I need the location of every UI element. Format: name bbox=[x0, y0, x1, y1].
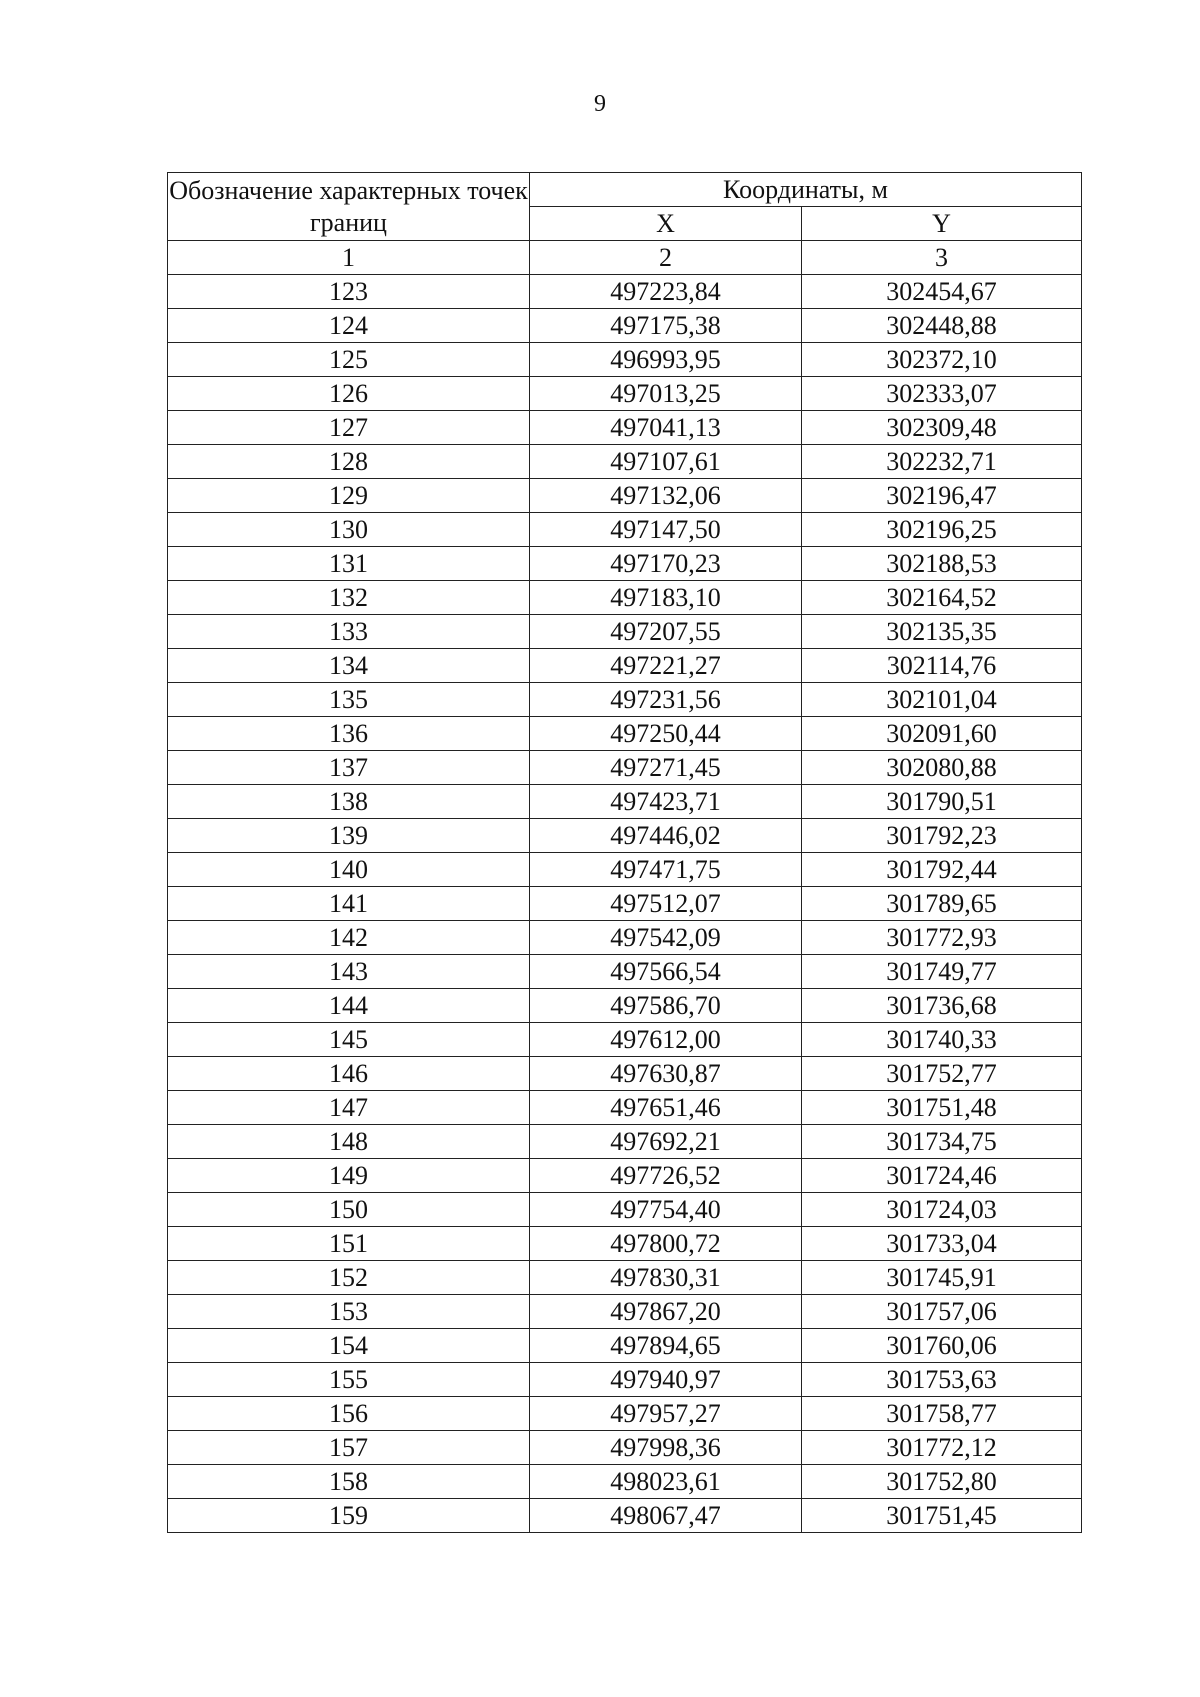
x-coordinate-cell: 497512,07 bbox=[530, 887, 802, 921]
point-cell: 124 bbox=[168, 309, 530, 343]
y-coordinate-cell: 301792,44 bbox=[802, 853, 1082, 887]
y-coordinate-cell: 301740,33 bbox=[802, 1023, 1082, 1057]
x-coordinate-cell: 497998,36 bbox=[530, 1431, 802, 1465]
point-cell: 137 bbox=[168, 751, 530, 785]
table-row bbox=[168, 411, 1082, 445]
x-coordinate-cell: 497612,00 bbox=[530, 1023, 802, 1057]
table-row bbox=[168, 683, 1082, 717]
x-coordinate-cell: 497446,02 bbox=[530, 819, 802, 853]
table-row bbox=[168, 1329, 1082, 1363]
x-coordinate-cell: 497183,10 bbox=[530, 581, 802, 615]
y-coordinate-cell: 302454,67 bbox=[802, 275, 1082, 309]
table-row bbox=[168, 377, 1082, 411]
table-row bbox=[168, 1295, 1082, 1329]
header-y: Y bbox=[802, 207, 1082, 241]
table-row bbox=[168, 479, 1082, 513]
table-row bbox=[168, 921, 1082, 955]
y-coordinate-cell: 302091,60 bbox=[802, 717, 1082, 751]
header-coordinates: Координаты, м bbox=[530, 173, 1082, 207]
x-coordinate-cell: 497041,13 bbox=[530, 411, 802, 445]
x-coordinate-cell: 497221,27 bbox=[530, 649, 802, 683]
point-cell: 139 bbox=[168, 819, 530, 853]
point-cell: 151 bbox=[168, 1227, 530, 1261]
x-coordinate-cell: 498067,47 bbox=[530, 1499, 802, 1533]
x-coordinate-cell: 497800,72 bbox=[530, 1227, 802, 1261]
table-row bbox=[168, 1261, 1082, 1295]
point-cell: 132 bbox=[168, 581, 530, 615]
point-cell: 123 bbox=[168, 275, 530, 309]
point-cell: 135 bbox=[168, 683, 530, 717]
x-coordinate-cell: 497630,87 bbox=[530, 1057, 802, 1091]
x-coordinate-cell: 497132,06 bbox=[530, 479, 802, 513]
y-coordinate-cell: 301733,04 bbox=[802, 1227, 1082, 1261]
table-row bbox=[168, 751, 1082, 785]
table-row bbox=[168, 513, 1082, 547]
point-cell: 157 bbox=[168, 1431, 530, 1465]
x-coordinate-cell: 497726,52 bbox=[530, 1159, 802, 1193]
x-coordinate-cell: 497175,38 bbox=[530, 309, 802, 343]
table-row bbox=[168, 1431, 1082, 1465]
point-cell: 155 bbox=[168, 1363, 530, 1397]
page-number: 9 bbox=[594, 91, 606, 117]
y-coordinate-cell: 301752,80 bbox=[802, 1465, 1082, 1499]
x-coordinate-cell: 497957,27 bbox=[530, 1397, 802, 1431]
y-coordinate-cell: 302196,25 bbox=[802, 513, 1082, 547]
y-coordinate-cell: 301790,51 bbox=[802, 785, 1082, 819]
table-row bbox=[168, 785, 1082, 819]
point-cell: 129 bbox=[168, 479, 530, 513]
x-coordinate-cell: 496993,95 bbox=[530, 343, 802, 377]
point-cell: 152 bbox=[168, 1261, 530, 1295]
table-row bbox=[168, 853, 1082, 887]
point-cell: 147 bbox=[168, 1091, 530, 1125]
x-coordinate-cell: 497651,46 bbox=[530, 1091, 802, 1125]
point-cell: 134 bbox=[168, 649, 530, 683]
x-coordinate-cell: 497107,61 bbox=[530, 445, 802, 479]
header-point-designation: Обозначение характерных точек границ bbox=[168, 173, 530, 241]
x-coordinate-cell: 497223,84 bbox=[530, 275, 802, 309]
x-coordinate-cell: 497271,45 bbox=[530, 751, 802, 785]
point-cell: 126 bbox=[168, 377, 530, 411]
table-row bbox=[168, 1159, 1082, 1193]
table-row bbox=[168, 1125, 1082, 1159]
point-cell: 136 bbox=[168, 717, 530, 751]
point-cell: 150 bbox=[168, 1193, 530, 1227]
point-cell: 146 bbox=[168, 1057, 530, 1091]
y-coordinate-cell: 302372,10 bbox=[802, 343, 1082, 377]
table-row bbox=[168, 1023, 1082, 1057]
point-cell: 130 bbox=[168, 513, 530, 547]
y-coordinate-cell: 301751,45 bbox=[802, 1499, 1082, 1533]
table-row bbox=[168, 819, 1082, 853]
point-cell: 144 bbox=[168, 989, 530, 1023]
table-row bbox=[168, 1057, 1082, 1091]
x-coordinate-cell: 497754,40 bbox=[530, 1193, 802, 1227]
y-coordinate-cell: 302448,88 bbox=[802, 309, 1082, 343]
y-coordinate-cell: 301745,91 bbox=[802, 1261, 1082, 1295]
table-row bbox=[168, 1091, 1082, 1125]
x-coordinate-cell: 497231,56 bbox=[530, 683, 802, 717]
point-cell: 138 bbox=[168, 785, 530, 819]
point-cell: 153 bbox=[168, 1295, 530, 1329]
table-row bbox=[168, 445, 1082, 479]
x-coordinate-cell: 497940,97 bbox=[530, 1363, 802, 1397]
x-coordinate-cell: 497830,31 bbox=[530, 1261, 802, 1295]
y-coordinate-cell: 301734,75 bbox=[802, 1125, 1082, 1159]
point-cell: 145 bbox=[168, 1023, 530, 1057]
column-number-1: 1 bbox=[168, 241, 530, 275]
x-coordinate-cell: 497542,09 bbox=[530, 921, 802, 955]
point-cell: 142 bbox=[168, 921, 530, 955]
y-coordinate-cell: 301758,77 bbox=[802, 1397, 1082, 1431]
y-coordinate-cell: 302188,53 bbox=[802, 547, 1082, 581]
point-cell: 141 bbox=[168, 887, 530, 921]
x-coordinate-cell: 497867,20 bbox=[530, 1295, 802, 1329]
table-row bbox=[168, 547, 1082, 581]
x-coordinate-cell: 497894,65 bbox=[530, 1329, 802, 1363]
y-coordinate-cell: 301749,77 bbox=[802, 955, 1082, 989]
point-cell: 158 bbox=[168, 1465, 530, 1499]
x-coordinate-cell: 497170,23 bbox=[530, 547, 802, 581]
y-coordinate-cell: 302164,52 bbox=[802, 581, 1082, 615]
y-coordinate-cell: 302196,47 bbox=[802, 479, 1082, 513]
table-row bbox=[168, 1227, 1082, 1261]
y-coordinate-cell: 301789,65 bbox=[802, 887, 1082, 921]
x-coordinate-cell: 497566,54 bbox=[530, 955, 802, 989]
table-row bbox=[168, 989, 1082, 1023]
header-x: X bbox=[530, 207, 802, 241]
x-coordinate-cell: 497692,21 bbox=[530, 1125, 802, 1159]
x-coordinate-cell: 497250,44 bbox=[530, 717, 802, 751]
point-cell: 148 bbox=[168, 1125, 530, 1159]
table-row bbox=[168, 1193, 1082, 1227]
y-coordinate-cell: 301772,93 bbox=[802, 921, 1082, 955]
y-coordinate-cell: 302114,76 bbox=[802, 649, 1082, 683]
table-row bbox=[168, 1499, 1082, 1533]
y-coordinate-cell: 302333,07 bbox=[802, 377, 1082, 411]
point-cell: 127 bbox=[168, 411, 530, 445]
table-row bbox=[168, 955, 1082, 989]
x-coordinate-cell: 497586,70 bbox=[530, 989, 802, 1023]
table-row bbox=[168, 649, 1082, 683]
x-coordinate-cell: 497013,25 bbox=[530, 377, 802, 411]
y-coordinate-cell: 301753,63 bbox=[802, 1363, 1082, 1397]
coordinates-table bbox=[167, 172, 1082, 1533]
column-number-3: 3 bbox=[802, 241, 1082, 275]
table-row bbox=[168, 1397, 1082, 1431]
y-coordinate-cell: 301752,77 bbox=[802, 1057, 1082, 1091]
x-coordinate-cell: 498023,61 bbox=[530, 1465, 802, 1499]
column-number-2: 2 bbox=[530, 241, 802, 275]
point-cell: 131 bbox=[168, 547, 530, 581]
y-coordinate-cell: 302232,71 bbox=[802, 445, 1082, 479]
point-cell: 140 bbox=[168, 853, 530, 887]
table-row bbox=[168, 1465, 1082, 1499]
table-body bbox=[168, 275, 1082, 1533]
point-cell: 156 bbox=[168, 1397, 530, 1431]
table-row bbox=[168, 887, 1082, 921]
table-row bbox=[168, 343, 1082, 377]
x-coordinate-cell: 497147,50 bbox=[530, 513, 802, 547]
table-row bbox=[168, 581, 1082, 615]
y-coordinate-cell: 301736,68 bbox=[802, 989, 1082, 1023]
point-cell: 149 bbox=[168, 1159, 530, 1193]
y-coordinate-cell: 302101,04 bbox=[802, 683, 1082, 717]
y-coordinate-cell: 302080,88 bbox=[802, 751, 1082, 785]
y-coordinate-cell: 301724,03 bbox=[802, 1193, 1082, 1227]
x-coordinate-cell: 497207,55 bbox=[530, 615, 802, 649]
table-row bbox=[168, 1363, 1082, 1397]
point-cell: 125 bbox=[168, 343, 530, 377]
table-row bbox=[168, 309, 1082, 343]
y-coordinate-cell: 302135,35 bbox=[802, 615, 1082, 649]
table-row bbox=[168, 615, 1082, 649]
point-cell: 154 bbox=[168, 1329, 530, 1363]
x-coordinate-cell: 497471,75 bbox=[530, 853, 802, 887]
y-coordinate-cell: 302309,48 bbox=[802, 411, 1082, 445]
x-coordinate-cell: 497423,71 bbox=[530, 785, 802, 819]
y-coordinate-cell: 301772,12 bbox=[802, 1431, 1082, 1465]
point-cell: 159 bbox=[168, 1499, 530, 1533]
y-coordinate-cell: 301757,06 bbox=[802, 1295, 1082, 1329]
point-cell: 128 bbox=[168, 445, 530, 479]
table-row bbox=[168, 717, 1082, 751]
y-coordinate-cell: 301751,48 bbox=[802, 1091, 1082, 1125]
y-coordinate-cell: 301760,06 bbox=[802, 1329, 1082, 1363]
y-coordinate-cell: 301724,46 bbox=[802, 1159, 1082, 1193]
point-cell: 143 bbox=[168, 955, 530, 989]
y-coordinate-cell: 301792,23 bbox=[802, 819, 1082, 853]
table-row bbox=[168, 275, 1082, 309]
point-cell: 133 bbox=[168, 615, 530, 649]
